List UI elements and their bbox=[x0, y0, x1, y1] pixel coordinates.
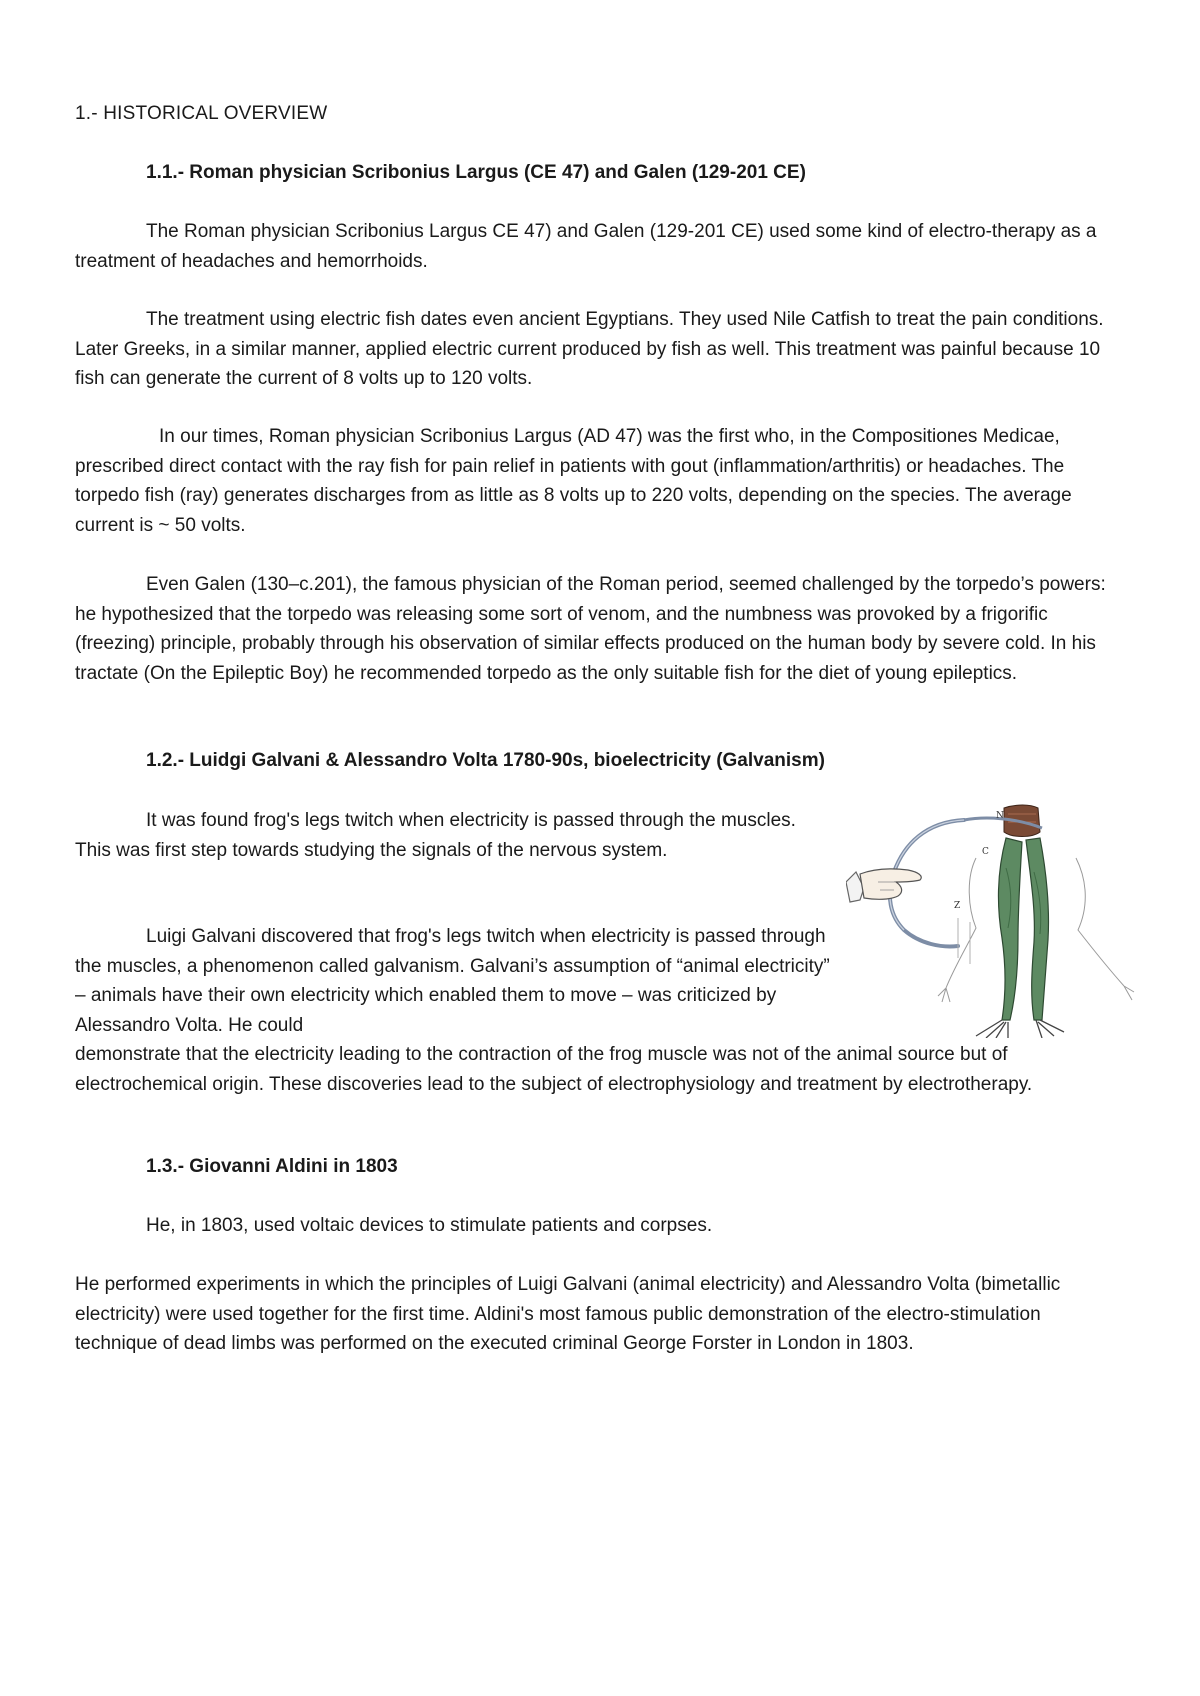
subheading-aldini: 1.3.- Giovanni Aldini in 1803 bbox=[146, 1156, 398, 1177]
frog-foot-left bbox=[976, 1020, 1008, 1038]
paragraph-electric-fish: The treatment using electric fish dates even ancient Egyptians. They used Nile Catfish to treat the pain conditions. Later Greeks, in a similar manner, applied electric current produced by fish as well. This treatment was painful because 10 fish can generate the current of 8 volts up to 120 volts. bbox=[75, 309, 1104, 389]
paragraph-galen: Even Galen (130–c.201), the famous physician of the Roman period, seemed challenged by the torpedo’s powers: he hypothesized that the torpedo was releasing some sort of venom, and the numbness was provoked by a frigorific (freezing) principle, probably through his observation of similar effects produced on the human body by severe cold. In his tractate (On the Epileptic Boy) he recommended torpedo as the only suitable fish for the diet of young epileptics. bbox=[75, 574, 1106, 684]
paragraph-aldini-experiments: He performed experiments in which the principles of Luigi Galvani (animal electricity) and Alessandro Volta (bimetallic electricity) were used together for the first time. Aldini's most famous public demonstration of the electro-stimulation technique of dead limbs was performed on the executed criminal George Forster in London in 1803. bbox=[75, 1274, 1061, 1354]
paragraph-electrotherapy-intro: The Roman physician Scribonius Largus CE 47) and Galen (129-201 CE) used some kind of electro-therapy as a treatment of headaches and hemorrhoids. bbox=[75, 221, 1097, 272]
paragraph-scribonius-largus: In our times, Roman physician Scribonius Largus (AD 47) was the first who, in the Compositiones Medicae, prescribed direct contact with the ray fish for pain relief in patients with gout (inflammation/arthritis) or headaches. The torpedo fish (ray) generates discharges from as little as 8 volts up to 220 volts, depending on the species. The average current is ~ 50 volts. bbox=[75, 426, 1072, 536]
paragraph-aldini-voltaic: He, in 1803, used voltaic devices to stimulate patients and corpses. bbox=[146, 1215, 713, 1236]
hand-icon bbox=[846, 869, 921, 902]
subheading-galvani-volta: 1.2.- Luidgi Galvani & Alessandro Volta 1780-90s, bioelectricity (Galvanism) bbox=[146, 750, 825, 771]
subheading-scribonius-galen: 1.1.- Roman physician Scribonius Largus (CE 47) and Galen (129-201 CE) bbox=[146, 162, 806, 183]
figure-label-z: Z bbox=[954, 901, 961, 911]
section-heading-historical-overview: 1.- HISTORICAL OVERVIEW bbox=[75, 103, 328, 124]
frog-foot-right bbox=[1036, 1020, 1064, 1038]
figure-label-n: N bbox=[996, 811, 1004, 821]
paragraph-galvanism: Luigi Galvani discovered that frog's legs twitch when electricity is passed through the muscles, a phenomenon called galvanism. Galvani’s assumption of “animal electricity” – animals have their own electricity which enabled them to move – was criticized by Alessandro Volta. He could bbox=[75, 926, 830, 1036]
paragraph-electrochemical-origin: demonstrate that the electricity leading to the contraction of the frog muscle was not of the animal source but of electrochemical origin. These discoveries lead to the subject of electrophysiology and treatment by electrotherapy. bbox=[75, 1044, 1033, 1095]
paragraph-frog-legs: It was found frog's legs twitch when electricity is passed through the muscles. This was first step towards studying the signals of the nervous system. bbox=[75, 810, 796, 861]
figure-label-c: C bbox=[982, 847, 989, 857]
galvani-frog-legs-illustration bbox=[846, 798, 1136, 1038]
frog-leg-right bbox=[1026, 838, 1049, 1020]
frog-leg-left bbox=[999, 838, 1022, 1020]
